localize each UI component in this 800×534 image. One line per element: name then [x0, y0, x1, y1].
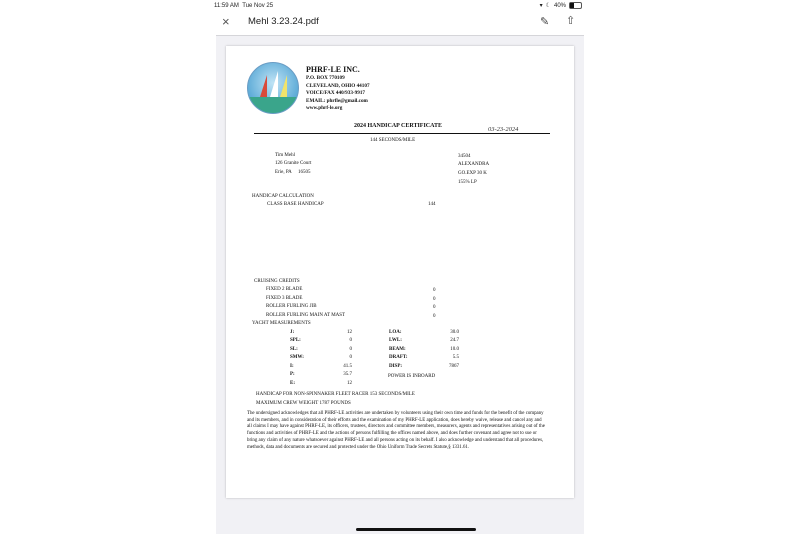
boat-name: ALEXANDRA [458, 162, 490, 167]
certificate-date: 03-23-2024 [488, 126, 519, 133]
meas-label: LWL: [389, 338, 402, 343]
meas-value: 35.7 [343, 372, 352, 377]
max-crew-weight: MAXIMUM CREW WEIGHT 1787 POUNDS [256, 401, 351, 406]
boat-type: GO.EXP 30 K [458, 171, 487, 176]
meas-label: SPL: [290, 338, 301, 343]
moon-icon: ☾ [545, 3, 551, 9]
meas-value: 24.7 [450, 338, 459, 343]
credit-value: 0 [433, 305, 436, 310]
meas-value: 0 [349, 355, 352, 360]
handicap-calc-heading: HANDICAP CALCULATION [252, 194, 314, 199]
meas-value: 41.5 [343, 364, 352, 369]
nav-bar [200, 12, 600, 34]
divider [254, 133, 550, 134]
meas-label: E: [290, 381, 295, 386]
credit-label: FIXED 3 BLADE [266, 296, 303, 301]
meas-label: J: [290, 330, 295, 335]
credit-label: ROLLER FURLING JIB [266, 304, 317, 309]
battery-icon [569, 2, 582, 9]
pdf-page [226, 46, 574, 498]
org-header: PHRF-LE INC. P.O. BOX 770109 CLEVELAND, OHIO 44107 VOICE/FAX 440/933-9917 EMAIL: phrfle@gmail.com www.phrf-le.org [306, 65, 370, 112]
document-title: Mehl 3.23.24.pdf [248, 16, 319, 27]
boat-number: 34504 [458, 154, 471, 159]
credit-value: 0 [433, 297, 436, 302]
meas-value: 5.5 [452, 355, 459, 360]
meas-label: BEAM: [389, 347, 406, 352]
credit-value: 0 [433, 288, 436, 293]
status-bar [200, 0, 600, 12]
status-icons [540, 2, 582, 9]
meas-value: 10.0 [450, 347, 459, 352]
meas-label: SL: [290, 347, 298, 352]
boat-sail: 155% LP [458, 180, 477, 185]
close-icon[interactable]: × [222, 14, 230, 29]
meas-label: LOA: [389, 330, 402, 335]
meas-label: P: [290, 372, 295, 377]
wifi-icon: ▾ [539, 3, 543, 9]
meas-label: DISP: [389, 364, 403, 369]
non-spinnaker-handicap: HANDICAP FOR NON-SPINNAKER FLEET RACER 153 SECONDS/MILE [256, 392, 415, 397]
power-note: POWER IS INBOARD [388, 374, 436, 379]
class-base-label: CLASS BASE HANDICAP [267, 202, 324, 207]
class-base-value: 144 [428, 202, 436, 207]
phrf-logo [247, 62, 299, 114]
markup-icon[interactable]: ✎ [540, 16, 550, 28]
home-indicator[interactable] [356, 528, 476, 531]
disclaimer-text: The undersigned acknowledges that all PHRF-LE activities are undertaken by volunteers using their own time and funds for the benefit of the company and its members, and in consideration of their efforts and the examination of my PHRF-LE application, does hereby waive, release and cancel any and all claims I may have against PHRF-LE, its officers, trustees, directors and committee members, measurers, agents and representatives arising out of the functions and activities of PHRF-LE and the actions of persons fulfilling the offices named above, and does further covenant and agree not to sue or bring any claim of any nature whatsoever against PHRF-LE and all persons acting on its behalf. I also acknowledge and understand that all procedures, methods, data and documents are secured and protected under the Ohio Uniform Trade Secrets Statute,§ 1331.61. [247, 411, 545, 450]
share-icon[interactable]: ⇧ [566, 15, 576, 27]
status-time: 11:59 AM Tue Nov 25 [214, 3, 274, 9]
meas-label: SMW: [290, 355, 304, 360]
meas-value: 0 [349, 338, 352, 343]
measurements-heading: YACHT MEASUREMENTS [252, 321, 311, 326]
battery-percent: 40% [553, 2, 566, 9]
owner-address: 126 Granite Court [275, 161, 312, 166]
owner-name: Tim Mehl [275, 153, 295, 158]
certificate-title: 2024 HANDICAP CERTIFICATE [354, 123, 443, 129]
meas-label: DRAFT: [389, 355, 408, 360]
meas-label: I: [290, 364, 294, 369]
meas-value: 7867 [449, 364, 459, 369]
meas-value: 30.0 [450, 330, 459, 335]
cruising-credits-heading: CRUISING CREDITS [254, 279, 300, 284]
credit-label: ROLLER FURLING MAIN AT MAST [266, 313, 346, 318]
meas-value: 12 [347, 381, 352, 386]
credit-value: 0 [433, 314, 436, 319]
credit-label: FIXED 2 BLADE [266, 287, 303, 292]
owner-city: Erie, PA 16505 [275, 170, 311, 175]
pdf-viewer[interactable] [216, 35, 584, 534]
rating: 144 SECONDS/MILE [370, 138, 416, 143]
meas-value: 0 [349, 347, 352, 352]
meas-value: 12 [347, 330, 352, 335]
